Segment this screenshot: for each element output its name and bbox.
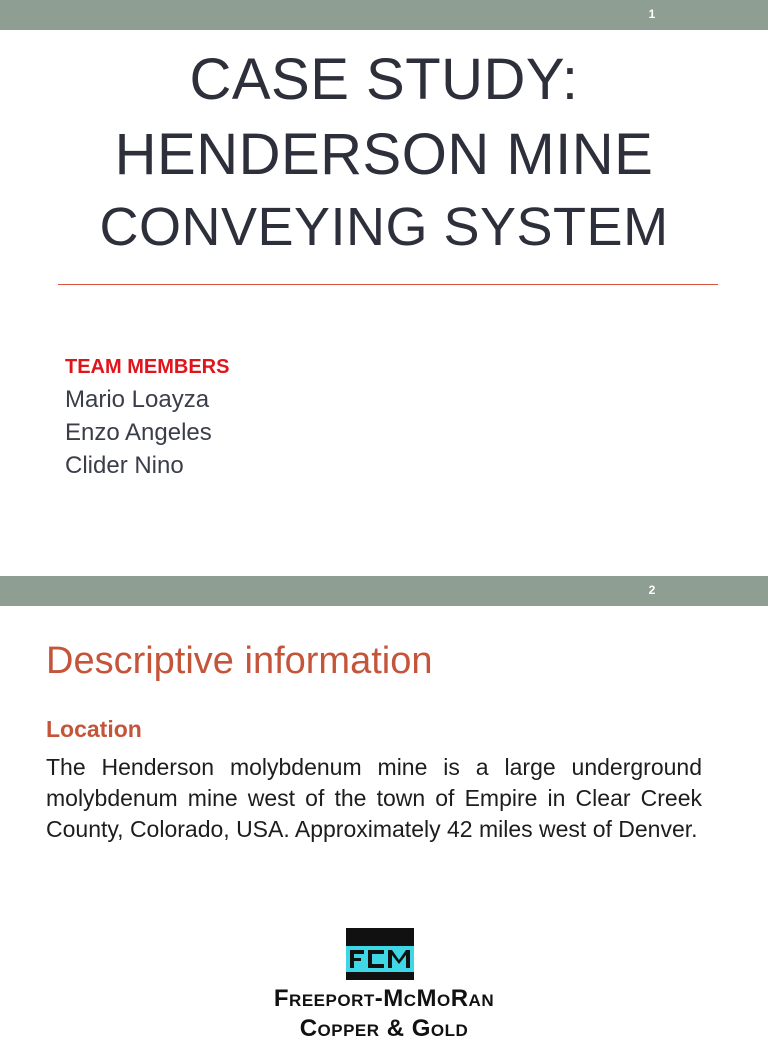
fcx-logo-icon [346, 928, 414, 980]
page-number: 1 [648, 7, 656, 21]
title-line-2: HENDERSON MINE [114, 122, 654, 187]
location-heading: Location [46, 716, 142, 742]
slide-2 [0, 576, 768, 1042]
page-number: 2 [648, 583, 656, 597]
title-line-3: CONVEYING SYSTEM [99, 197, 669, 257]
team-member: Clider Nino [65, 452, 184, 479]
location-paragraph: The Henderson molybdenum mine is a large underground molybdenum mine west of the town of Empire in Clear Creek County, Colorado, USA. Approximately 42 miles west of Denver. [46, 754, 702, 842]
team-members-heading: TEAM MEMBERS [65, 356, 230, 378]
company-name-line-2: Copper & Gold [299, 1015, 469, 1042]
team-member: Enzo Angeles [65, 419, 212, 446]
freeport-mcmoran-logo [346, 928, 414, 980]
slide-header-bar [0, 0, 768, 30]
company-name [0, 984, 768, 1044]
title-line-1: CASE STUDY: [189, 47, 579, 112]
slide-header-bar [0, 576, 768, 606]
company-name-line-1: Freeport-McMoRan [273, 985, 495, 1012]
slide-title: Descriptive information [46, 640, 433, 682]
title-divider [58, 284, 718, 285]
team-member: Mario Loayza [65, 386, 210, 413]
